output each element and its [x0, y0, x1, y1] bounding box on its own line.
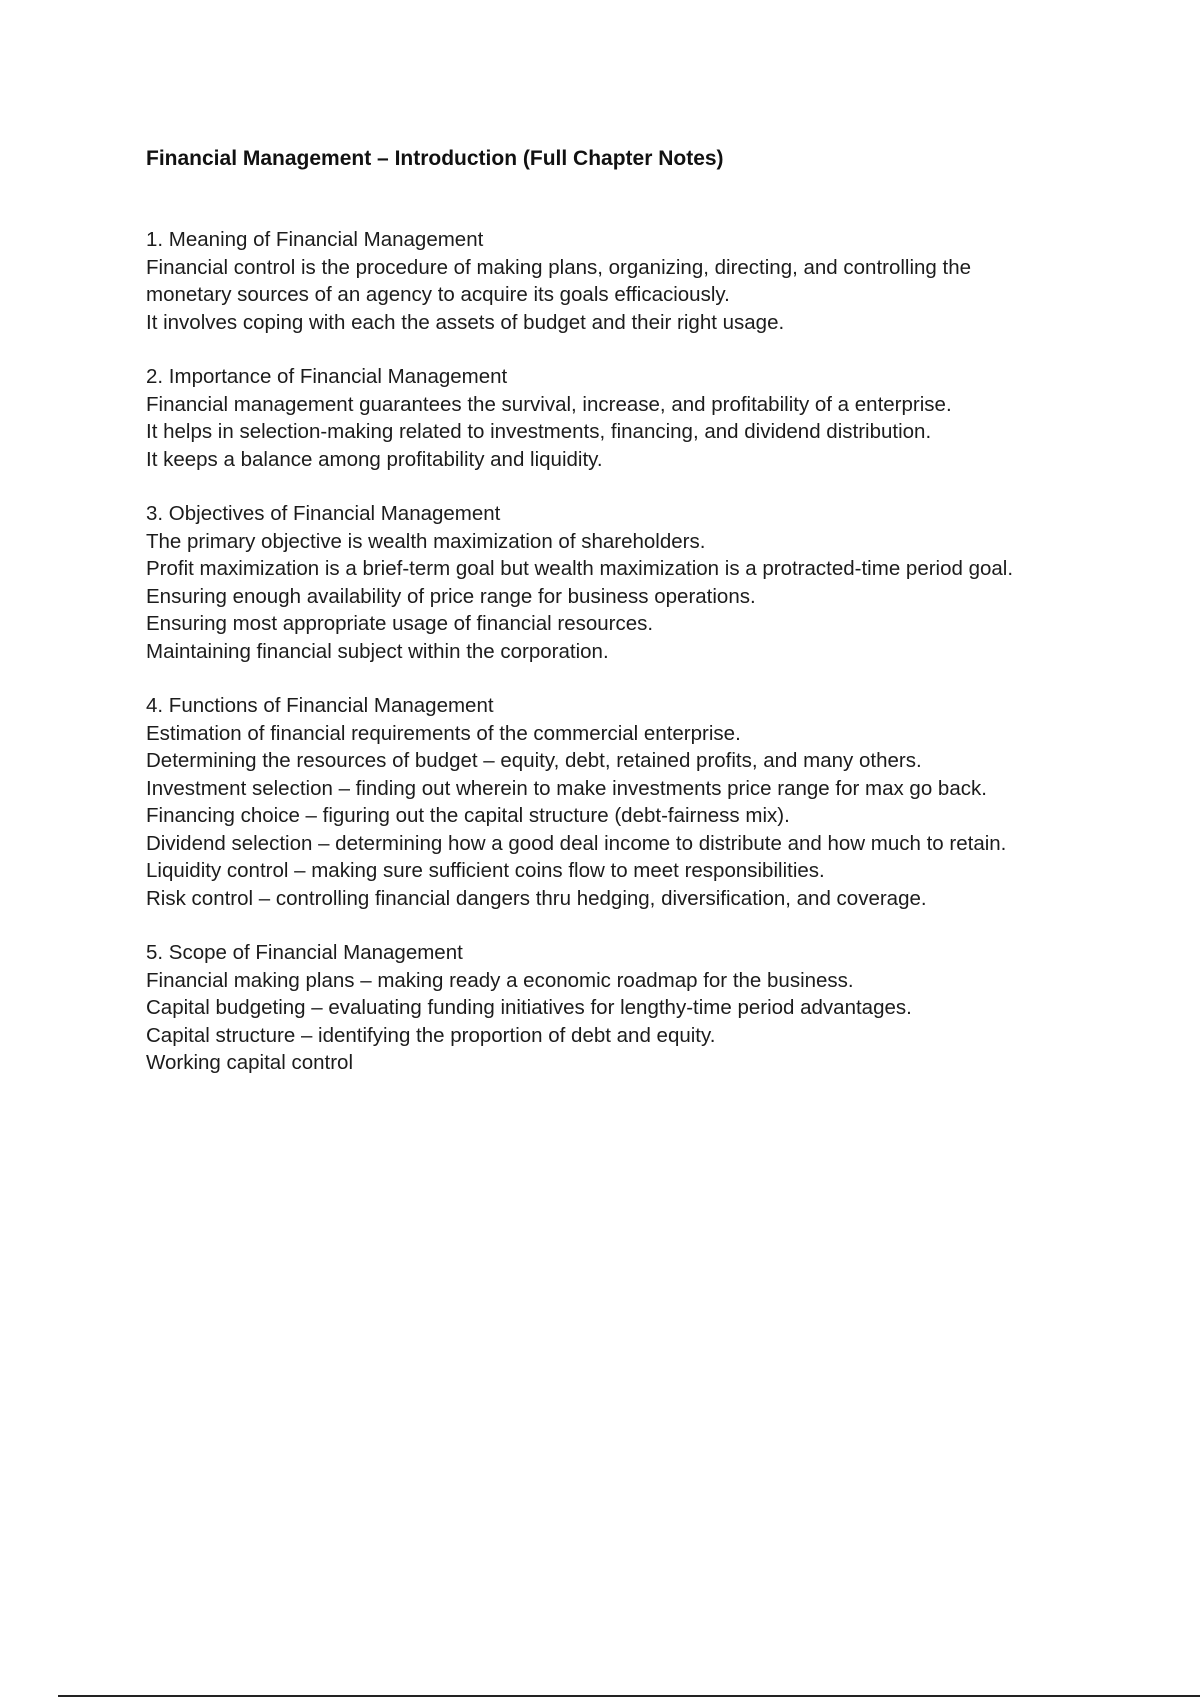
- paragraph-line: Risk control – controlling financial dangers thru hedging, diversification, and coverage.: [146, 886, 927, 910]
- page-title: Financial Management – Introduction (Full Chapter Notes): [146, 147, 724, 170]
- document-content: [146, 146, 1146, 1104]
- paragraph-line: Capital budgeting – evaluating funding initiatives for lengthy-time period advantages.: [146, 996, 912, 1019]
- paragraph-line: It helps in selection-making related to investments, financing, and dividend distribution.: [146, 420, 932, 443]
- paragraph-line: monetary sources of an agency to acquire its goals efficaciously.: [146, 283, 730, 306]
- paragraph-line: Profit maximization is a brief-term goal but wealth maximization is a protracted-time period goal.: [146, 557, 1014, 580]
- paragraph-line: It involves coping with each the assets of budget and their right usage.: [146, 310, 785, 334]
- paragraph-line: Working capital control: [146, 1051, 353, 1074]
- paragraph-line: Financial management guarantees the survival, increase, and profitability of a enterprise.: [146, 392, 952, 416]
- section-heading: 2. Importance of Financial Management: [146, 365, 508, 388]
- paragraph-line: Ensuring most appropriate usage of financial resources.: [146, 612, 654, 635]
- paragraph-line: Estimation of financial requirements of the commercial enterprise.: [146, 721, 741, 745]
- paragraph-line: Financial making plans – making ready a economic roadmap for the business.: [146, 968, 854, 992]
- section-heading: 3. Objectives of Financial Management: [146, 502, 501, 525]
- paragraph-line: Maintaining financial subject within the corporation.: [146, 639, 609, 663]
- section-scope: [146, 939, 1146, 1077]
- paragraph-line: Investment selection – finding out wherein to make investments price range for max go back.: [146, 776, 987, 800]
- section-meaning: [146, 226, 1146, 336]
- paragraph-line: The primary objective is wealth maximization of shareholders.: [146, 529, 706, 553]
- section-importance: [146, 363, 1146, 473]
- section-heading: 1. Meaning of Financial Management: [146, 228, 484, 251]
- paragraph-line: Determining the resources of budget – equity, debt, retained profits, and many others.: [146, 749, 922, 772]
- paragraph-line: Financing choice – figuring out the capital structure (debt-fairness mix).: [146, 804, 790, 827]
- paragraph-line: Capital structure – identifying the proportion of debt and equity.: [146, 1023, 716, 1047]
- footer-divider: [58, 1695, 1200, 1697]
- paragraph-line: Ensuring enough availability of price range for business operations.: [146, 584, 756, 608]
- section-objectives: [146, 500, 1146, 665]
- paragraph-line: Financial control is the procedure of making plans, organizing, directing, and controlling the: [146, 255, 972, 279]
- paragraph-line: Dividend selection – determining how a good deal income to distribute and how much to retain.: [146, 831, 1007, 855]
- section-heading: 4. Functions of Financial Management: [146, 694, 494, 717]
- paragraph-line: It keeps a balance among profitability and liquidity.: [146, 447, 603, 471]
- section-heading: 5. Scope of Financial Management: [146, 941, 463, 964]
- section-functions: [146, 692, 1146, 912]
- paragraph-line: Liquidity control – making sure sufficient coins flow to meet responsibilities.: [146, 859, 825, 882]
